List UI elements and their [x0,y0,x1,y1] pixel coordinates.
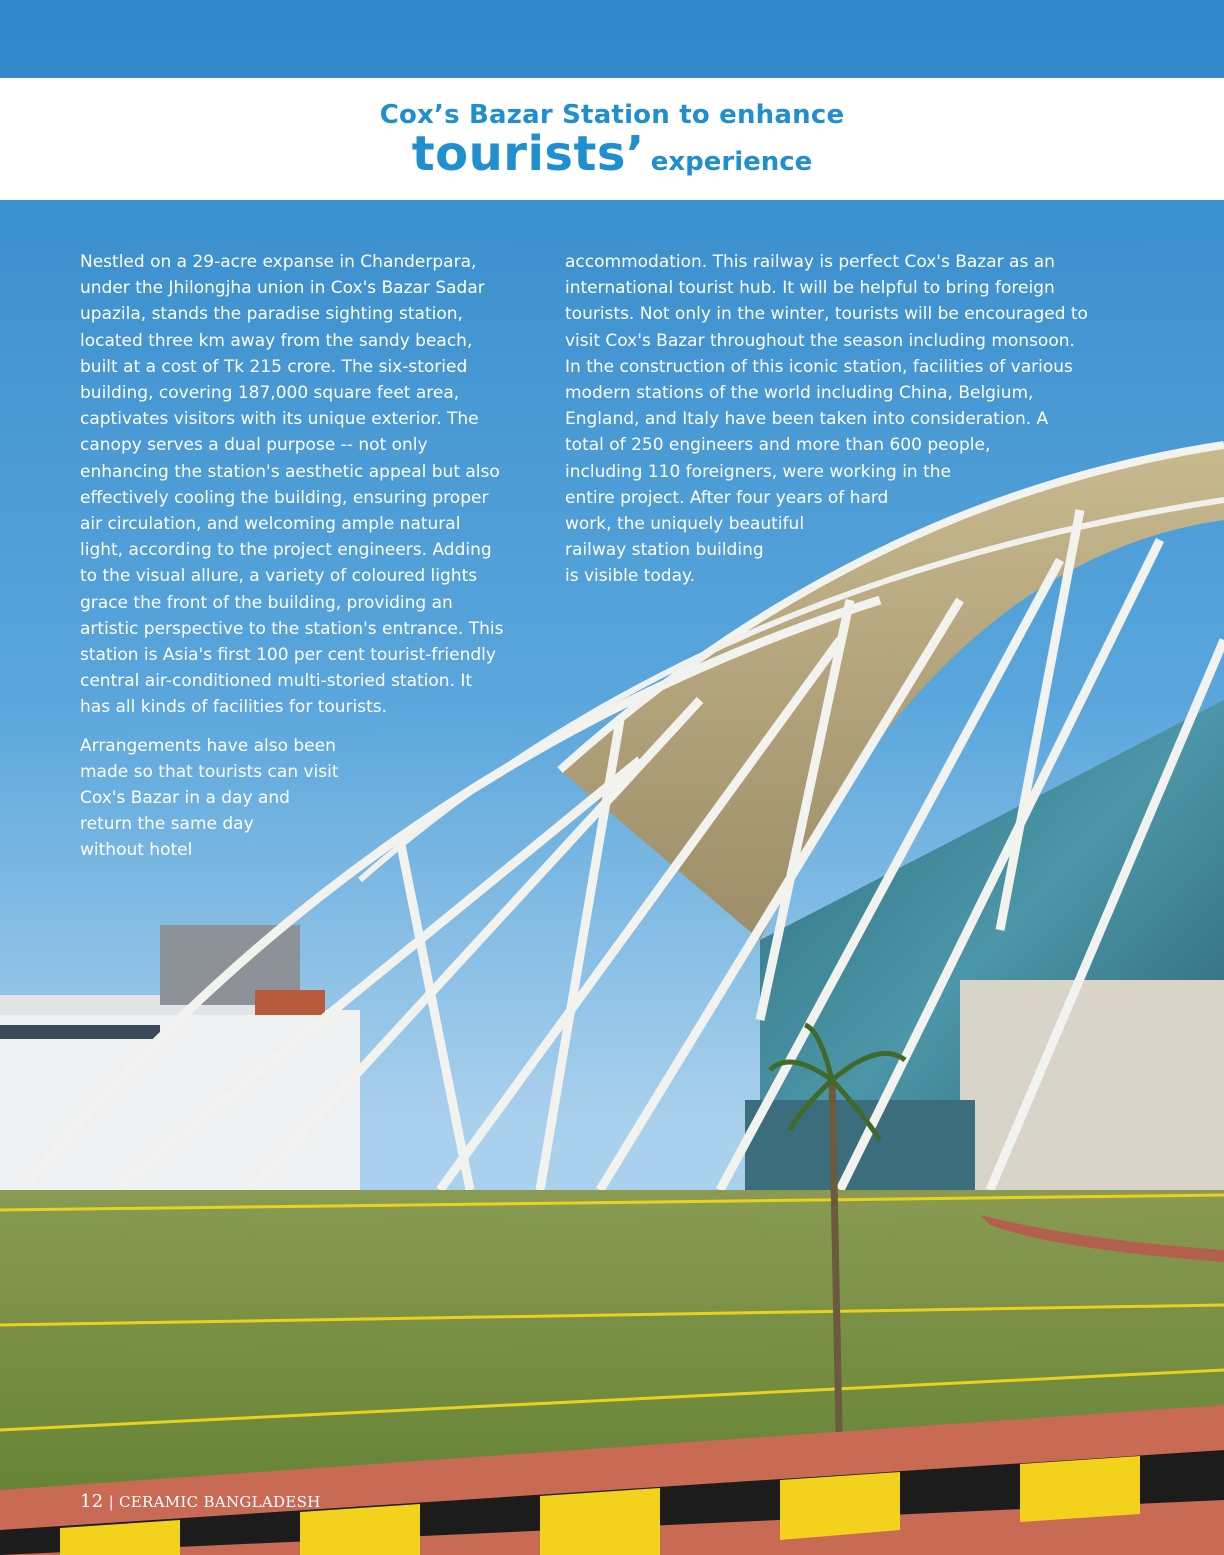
article-paragraph: Arrangements have also been made so that tourists can visit Cox's Bazar in a day and return the same day without hotel [80,735,339,861]
publication-name: CERAMIC BANGLADESH [119,1493,321,1511]
article-paragraph: accommodation. This railway is perfect Cox's Bazar as an international tourist hub. It will be helpful to bring foreign tourists. Not only in the winter, tourists will be encouraged to visit Cox's Bazar throughout the season including monsoon. In the construction of this iconic station, facilities of various modern stations of the world including China, Belgium, England, and Italy have been taken into consideration. A total of 250 engineers and more than 600 people, including 110 foreigners, were working in the entire project. After four years of hard work, the uniquely beautiful railway station building is visible today. [565,252,1088,587]
article-column-left [80,249,550,864]
headline-emphasis: tourists’ [411,126,645,182]
page-number: 12 [80,1491,104,1512]
footer-separator: | [103,1493,120,1511]
headline-line2 [0,126,1224,182]
article-paragraph: Nestled on a 29-acre expanse in Chanderpara, under the Jhilongjha union in Cox's Bazar Sadar upazila, stands the paradise sighting station, located three km away from the sandy beach, built at a cost of Tk 215 crore. The six-storied building, covering 187,000 square feet area, captivates visitors with its unique exterior. The canopy serves a dual purpose -- not only enhancing the station's aesthetic appeal but also effectively cooling the building, ensuring proper air circulation, and welcoming ample natural light, according to the project engineers. Adding to the visual allure, a variety of coloured lights grace the front of the building, providing an artistic perspective to the station's entrance. This station is Asia's first 100 per cent tourist-friendly central air-conditioned multi-storied station. It has all kinds of facilities for tourists. [80,252,504,718]
article-column-right [565,249,1125,590]
headline-line1: Cox’s Bazar Station to enhance [379,100,845,130]
page-footer [80,1491,321,1512]
headline-tail: experience [650,147,813,177]
